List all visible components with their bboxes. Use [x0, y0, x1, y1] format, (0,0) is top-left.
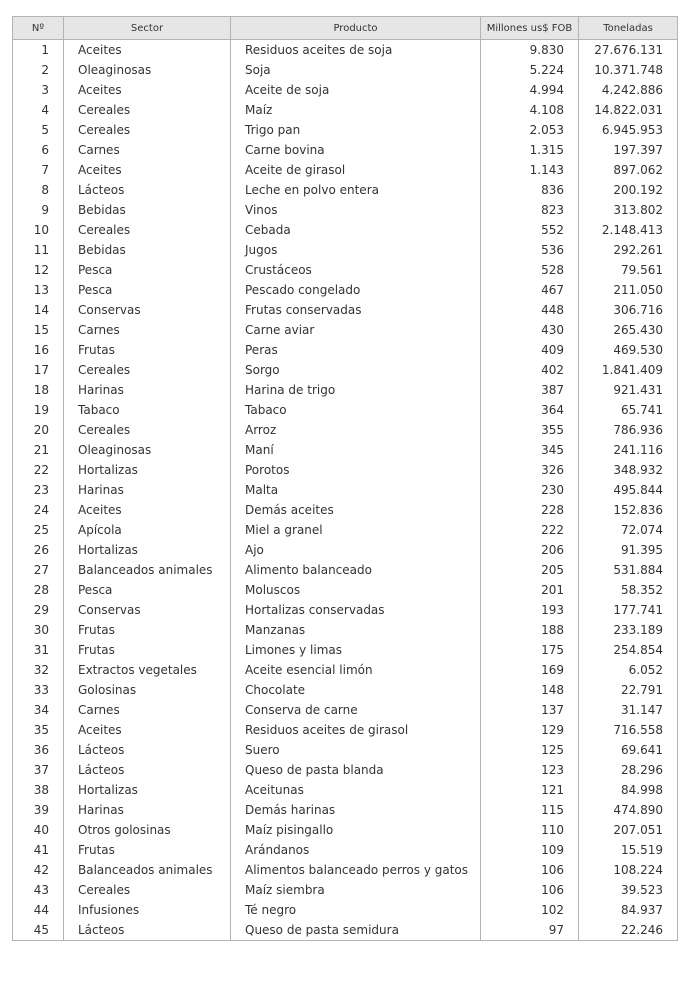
exports-table: [12, 16, 678, 941]
fob-value-cell: 125: [481, 740, 579, 760]
table-row: [13, 180, 678, 200]
fob-value-cell: 4.108: [481, 100, 579, 120]
sector-cell: Carnes: [64, 700, 231, 720]
row-number: 8: [13, 180, 64, 200]
table-row: [13, 200, 678, 220]
table-row: [13, 840, 678, 860]
fob-value-cell: 201: [481, 580, 579, 600]
fob-value-cell: 5.224: [481, 60, 579, 80]
table-row: [13, 240, 678, 260]
sector-cell: Otros golosinas: [64, 820, 231, 840]
fob-value-cell: 121: [481, 780, 579, 800]
fob-value-cell: 106: [481, 860, 579, 880]
tons-cell: 474.890: [579, 800, 678, 820]
sector-cell: Cereales: [64, 100, 231, 120]
table-row: [13, 400, 678, 420]
product-cell: Arroz: [231, 420, 481, 440]
product-cell: Demás harinas: [231, 800, 481, 820]
product-cell: Arándanos: [231, 840, 481, 860]
row-number: 9: [13, 200, 64, 220]
sector-cell: Cereales: [64, 420, 231, 440]
tons-cell: 69.641: [579, 740, 678, 760]
row-number: 22: [13, 460, 64, 480]
fob-value-cell: 345: [481, 440, 579, 460]
fob-value-cell: 148: [481, 680, 579, 700]
product-cell: Maíz: [231, 100, 481, 120]
row-number: 6: [13, 140, 64, 160]
row-number: 24: [13, 500, 64, 520]
product-cell: Manzanas: [231, 620, 481, 640]
tons-cell: 152.836: [579, 500, 678, 520]
row-number: 15: [13, 320, 64, 340]
product-cell: Carne aviar: [231, 320, 481, 340]
fob-value-cell: 448: [481, 300, 579, 320]
sector-cell: Oleaginosas: [64, 440, 231, 460]
table-row: [13, 80, 678, 100]
fob-value-cell: 326: [481, 460, 579, 480]
row-number: 21: [13, 440, 64, 460]
fob-value-cell: 205: [481, 560, 579, 580]
product-cell: Moluscos: [231, 580, 481, 600]
row-number: 17: [13, 360, 64, 380]
product-cell: Vinos: [231, 200, 481, 220]
sector-cell: Aceites: [64, 40, 231, 61]
table-row: [13, 380, 678, 400]
header-toneladas: Toneladas: [579, 17, 678, 40]
table-row: [13, 420, 678, 440]
product-cell: Tabaco: [231, 400, 481, 420]
table-row: [13, 640, 678, 660]
row-number: 26: [13, 540, 64, 560]
table-row: [13, 680, 678, 700]
table-row: [13, 40, 678, 61]
tons-cell: 72.074: [579, 520, 678, 540]
tons-cell: 265.430: [579, 320, 678, 340]
product-cell: Leche en polvo entera: [231, 180, 481, 200]
sector-cell: Harinas: [64, 800, 231, 820]
row-number: 4: [13, 100, 64, 120]
tons-cell: 91.395: [579, 540, 678, 560]
product-cell: Queso de pasta blanda: [231, 760, 481, 780]
product-cell: Maní: [231, 440, 481, 460]
tons-cell: 200.192: [579, 180, 678, 200]
fob-value-cell: 169: [481, 660, 579, 680]
fob-value-cell: 97: [481, 920, 579, 941]
tons-cell: 197.397: [579, 140, 678, 160]
tons-cell: 348.932: [579, 460, 678, 480]
row-number: 1: [13, 40, 64, 61]
row-number: 45: [13, 920, 64, 941]
header-num: Nº: [13, 17, 64, 40]
fob-value-cell: 129: [481, 720, 579, 740]
product-cell: Peras: [231, 340, 481, 360]
header-producto: Producto: [231, 17, 481, 40]
table-row: [13, 920, 678, 941]
fob-value-cell: 2.053: [481, 120, 579, 140]
fob-value-cell: 823: [481, 200, 579, 220]
fob-value-cell: 536: [481, 240, 579, 260]
table-row: [13, 580, 678, 600]
table-row: [13, 480, 678, 500]
row-number: 27: [13, 560, 64, 580]
product-cell: Jugos: [231, 240, 481, 260]
table-row: [13, 360, 678, 380]
product-cell: Cebada: [231, 220, 481, 240]
sector-cell: Frutas: [64, 840, 231, 860]
table-row: [13, 660, 678, 680]
row-number: 16: [13, 340, 64, 360]
table-row: [13, 300, 678, 320]
table-row: [13, 520, 678, 540]
row-number: 28: [13, 580, 64, 600]
fob-value-cell: 193: [481, 600, 579, 620]
row-number: 38: [13, 780, 64, 800]
row-number: 44: [13, 900, 64, 920]
product-cell: Malta: [231, 480, 481, 500]
sector-cell: Bebidas: [64, 240, 231, 260]
product-cell: Crustáceos: [231, 260, 481, 280]
tons-cell: 28.296: [579, 760, 678, 780]
product-cell: Frutas conservadas: [231, 300, 481, 320]
tons-cell: 65.741: [579, 400, 678, 420]
row-number: 41: [13, 840, 64, 860]
table-row: [13, 780, 678, 800]
row-number: 13: [13, 280, 64, 300]
table-row: [13, 900, 678, 920]
tons-cell: 469.530: [579, 340, 678, 360]
table-row: [13, 140, 678, 160]
row-number: 7: [13, 160, 64, 180]
table-row: [13, 100, 678, 120]
tons-cell: 58.352: [579, 580, 678, 600]
tons-cell: 207.051: [579, 820, 678, 840]
tons-cell: 897.062: [579, 160, 678, 180]
sector-cell: Hortalizas: [64, 540, 231, 560]
table-row: [13, 700, 678, 720]
product-cell: Hortalizas conservadas: [231, 600, 481, 620]
row-number: 5: [13, 120, 64, 140]
sector-cell: Frutas: [64, 620, 231, 640]
sector-cell: Pesca: [64, 580, 231, 600]
fob-value-cell: 1.315: [481, 140, 579, 160]
table-row: [13, 560, 678, 580]
tons-cell: 233.189: [579, 620, 678, 640]
sector-cell: Conservas: [64, 300, 231, 320]
table-row: [13, 280, 678, 300]
product-cell: Residuos aceites de girasol: [231, 720, 481, 740]
row-number: 35: [13, 720, 64, 740]
fob-value-cell: 836: [481, 180, 579, 200]
fob-value-cell: 528: [481, 260, 579, 280]
table-row: [13, 620, 678, 640]
table-row: [13, 160, 678, 180]
row-number: 34: [13, 700, 64, 720]
table-row: [13, 800, 678, 820]
sector-cell: Conservas: [64, 600, 231, 620]
fob-value-cell: 106: [481, 880, 579, 900]
fob-value-cell: 355: [481, 420, 579, 440]
row-number: 39: [13, 800, 64, 820]
row-number: 31: [13, 640, 64, 660]
sector-cell: Lácteos: [64, 180, 231, 200]
fob-value-cell: 109: [481, 840, 579, 860]
tons-cell: 31.147: [579, 700, 678, 720]
tons-cell: 211.050: [579, 280, 678, 300]
table-row: [13, 440, 678, 460]
tons-cell: 14.822.031: [579, 100, 678, 120]
product-cell: Soja: [231, 60, 481, 80]
fob-value-cell: 230: [481, 480, 579, 500]
table-row: [13, 60, 678, 80]
tons-cell: 2.148.413: [579, 220, 678, 240]
product-cell: Miel a granel: [231, 520, 481, 540]
sector-cell: Frutas: [64, 340, 231, 360]
product-cell: Queso de pasta semidura: [231, 920, 481, 941]
row-number: 2: [13, 60, 64, 80]
row-number: 20: [13, 420, 64, 440]
product-cell: Carne bovina: [231, 140, 481, 160]
fob-value-cell: 115: [481, 800, 579, 820]
row-number: 11: [13, 240, 64, 260]
table-row: [13, 320, 678, 340]
product-cell: Trigo pan: [231, 120, 481, 140]
sector-cell: Aceites: [64, 160, 231, 180]
table-row: [13, 340, 678, 360]
product-cell: Conserva de carne: [231, 700, 481, 720]
sector-cell: Golosinas: [64, 680, 231, 700]
fob-value-cell: 409: [481, 340, 579, 360]
product-cell: Ajo: [231, 540, 481, 560]
tons-cell: 15.519: [579, 840, 678, 860]
row-number: 32: [13, 660, 64, 680]
tons-cell: 6.052: [579, 660, 678, 680]
row-number: 10: [13, 220, 64, 240]
fob-value-cell: 467: [481, 280, 579, 300]
table-row: [13, 720, 678, 740]
fob-value-cell: 102: [481, 900, 579, 920]
tons-cell: 79.561: [579, 260, 678, 280]
fob-value-cell: 9.830: [481, 40, 579, 61]
product-cell: Sorgo: [231, 360, 481, 380]
table-row: [13, 260, 678, 280]
product-cell: Residuos aceites de soja: [231, 40, 481, 61]
tons-cell: 716.558: [579, 720, 678, 740]
sector-cell: Frutas: [64, 640, 231, 660]
product-cell: Aceite de soja: [231, 80, 481, 100]
tons-cell: 22.791: [579, 680, 678, 700]
sector-cell: Carnes: [64, 140, 231, 160]
sector-cell: Bebidas: [64, 200, 231, 220]
tons-cell: 177.741: [579, 600, 678, 620]
sector-cell: Aceites: [64, 500, 231, 520]
fob-value-cell: 364: [481, 400, 579, 420]
fob-value-cell: 175: [481, 640, 579, 660]
header-row: [13, 17, 678, 40]
product-cell: Chocolate: [231, 680, 481, 700]
row-number: 40: [13, 820, 64, 840]
row-number: 43: [13, 880, 64, 900]
row-number: 42: [13, 860, 64, 880]
product-cell: Aceite esencial limón: [231, 660, 481, 680]
tons-cell: 10.371.748: [579, 60, 678, 80]
fob-value-cell: 206: [481, 540, 579, 560]
table-row: [13, 460, 678, 480]
tons-cell: 921.431: [579, 380, 678, 400]
sector-cell: Pesca: [64, 280, 231, 300]
sector-cell: Pesca: [64, 260, 231, 280]
tons-cell: 108.224: [579, 860, 678, 880]
row-number: 25: [13, 520, 64, 540]
sector-cell: Infusiones: [64, 900, 231, 920]
product-cell: Demás aceites: [231, 500, 481, 520]
fob-value-cell: 188: [481, 620, 579, 640]
tons-cell: 22.246: [579, 920, 678, 941]
fob-value-cell: 4.994: [481, 80, 579, 100]
fob-value-cell: 430: [481, 320, 579, 340]
sector-cell: Lácteos: [64, 740, 231, 760]
sector-cell: Lácteos: [64, 920, 231, 941]
product-cell: Aceitunas: [231, 780, 481, 800]
sector-cell: Harinas: [64, 480, 231, 500]
sector-cell: Aceites: [64, 80, 231, 100]
header-millones: Millones us$ FOB: [481, 17, 579, 40]
row-number: 19: [13, 400, 64, 420]
table-row: [13, 820, 678, 840]
sector-cell: Carnes: [64, 320, 231, 340]
table-row: [13, 740, 678, 760]
fob-value-cell: 228: [481, 500, 579, 520]
table-row: [13, 120, 678, 140]
tons-cell: 39.523: [579, 880, 678, 900]
tons-cell: 6.945.953: [579, 120, 678, 140]
product-cell: Aceite de girasol: [231, 160, 481, 180]
product-cell: Porotos: [231, 460, 481, 480]
row-number: 14: [13, 300, 64, 320]
table-row: [13, 540, 678, 560]
table-row: [13, 860, 678, 880]
product-cell: Alimento balanceado: [231, 560, 481, 580]
row-number: 29: [13, 600, 64, 620]
tons-cell: 495.844: [579, 480, 678, 500]
sector-cell: Balanceados animales: [64, 860, 231, 880]
row-number: 37: [13, 760, 64, 780]
table-row: [13, 600, 678, 620]
tons-cell: 27.676.131: [579, 40, 678, 61]
fob-value-cell: 552: [481, 220, 579, 240]
fob-value-cell: 222: [481, 520, 579, 540]
sector-cell: Extractos vegetales: [64, 660, 231, 680]
tons-cell: 1.841.409: [579, 360, 678, 380]
row-number: 30: [13, 620, 64, 640]
fob-value-cell: 1.143: [481, 160, 579, 180]
product-cell: Pescado congelado: [231, 280, 481, 300]
sector-cell: Hortalizas: [64, 460, 231, 480]
row-number: 36: [13, 740, 64, 760]
sector-cell: Cereales: [64, 880, 231, 900]
tons-cell: 786.936: [579, 420, 678, 440]
fob-value-cell: 110: [481, 820, 579, 840]
row-number: 23: [13, 480, 64, 500]
row-number: 18: [13, 380, 64, 400]
tons-cell: 84.937: [579, 900, 678, 920]
table-row: [13, 760, 678, 780]
sector-cell: Aceites: [64, 720, 231, 740]
tons-cell: 313.802: [579, 200, 678, 220]
sector-cell: Hortalizas: [64, 780, 231, 800]
product-cell: Maíz pisingallo: [231, 820, 481, 840]
table-row: [13, 220, 678, 240]
sector-cell: Balanceados animales: [64, 560, 231, 580]
sector-cell: Cereales: [64, 360, 231, 380]
fob-value-cell: 402: [481, 360, 579, 380]
sector-cell: Cereales: [64, 120, 231, 140]
sector-cell: Lácteos: [64, 760, 231, 780]
row-number: 33: [13, 680, 64, 700]
tons-cell: 306.716: [579, 300, 678, 320]
tons-cell: 531.884: [579, 560, 678, 580]
sector-cell: Apícola: [64, 520, 231, 540]
tons-cell: 241.116: [579, 440, 678, 460]
product-cell: Harina de trigo: [231, 380, 481, 400]
row-number: 3: [13, 80, 64, 100]
header-sector: Sector: [64, 17, 231, 40]
tons-cell: 84.998: [579, 780, 678, 800]
row-number: 12: [13, 260, 64, 280]
product-cell: Alimentos balanceado perros y gatos: [231, 860, 481, 880]
tons-cell: 292.261: [579, 240, 678, 260]
product-cell: Suero: [231, 740, 481, 760]
tons-cell: 4.242.886: [579, 80, 678, 100]
product-cell: Té negro: [231, 900, 481, 920]
sector-cell: Harinas: [64, 380, 231, 400]
table-row: [13, 880, 678, 900]
fob-value-cell: 137: [481, 700, 579, 720]
fob-value-cell: 387: [481, 380, 579, 400]
product-cell: Limones y limas: [231, 640, 481, 660]
product-cell: Maíz siembra: [231, 880, 481, 900]
table-row: [13, 500, 678, 520]
sector-cell: Oleaginosas: [64, 60, 231, 80]
fob-value-cell: 123: [481, 760, 579, 780]
tons-cell: 254.854: [579, 640, 678, 660]
sector-cell: Cereales: [64, 220, 231, 240]
sector-cell: Tabaco: [64, 400, 231, 420]
